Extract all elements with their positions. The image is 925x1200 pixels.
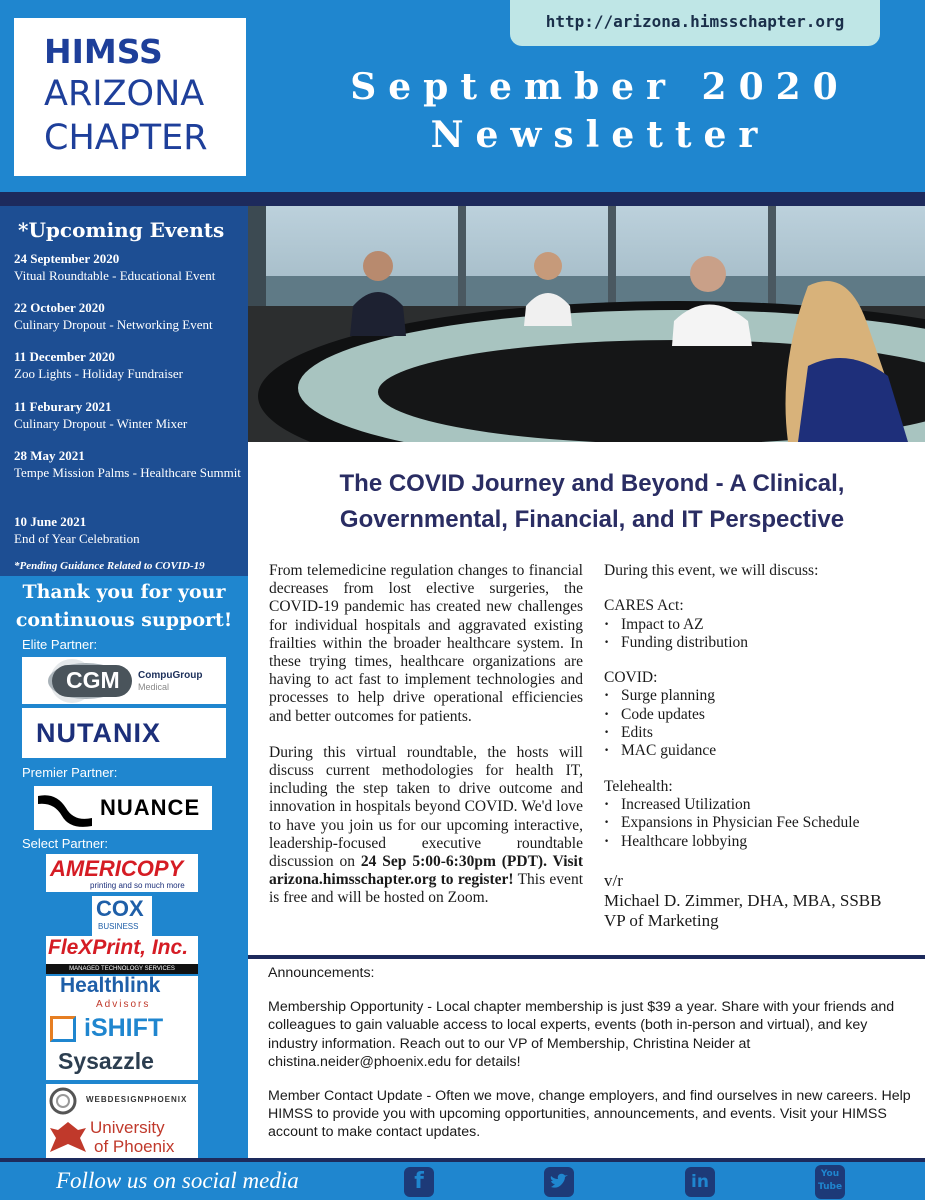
newsletter-title-month: September 2020 <box>350 66 850 108</box>
follow-us-text: Follow us on social media <box>56 1168 299 1193</box>
uop-phoenix-icon <box>48 1118 88 1158</box>
topic-heading: CARES Act: <box>604 597 684 615</box>
topic-item: · Impact to AZ <box>604 616 914 634</box>
sidebar <box>0 206 248 1158</box>
partner-uop-logo[interactable] <box>46 1118 198 1158</box>
topic-item: · Code updates <box>604 706 914 724</box>
event-date: 24 September 2020 <box>14 251 120 266</box>
americopy-text: AMERICOPY <box>50 856 184 881</box>
website-link[interactable]: http://arizona.himsschapter.org <box>510 0 880 46</box>
cox-sub: BUSINESS <box>98 922 139 931</box>
topic-item: · MAC guidance <box>604 742 914 760</box>
event-item <box>14 299 242 333</box>
ishift-text: iSHIFT <box>84 1014 164 1042</box>
sysazzle-text: Sysazzle <box>58 1048 154 1074</box>
event-name: End of Year Celebration <box>14 531 140 546</box>
cgm-sub2: Medical <box>138 682 170 692</box>
select-partner-label: Select Partner: <box>22 836 108 851</box>
event-date: 11 December 2020 <box>14 349 115 364</box>
topic-item: · Funding distribution <box>604 634 914 652</box>
announcements-heading: Announcements: <box>268 965 375 981</box>
topic-heading: Telehealth: <box>604 777 673 795</box>
topic-item: · Expansions in Physician Fee Schedule <box>604 814 914 832</box>
event-name: Tempe Mission Palms - Healthcare Summit <box>14 465 241 480</box>
americopy-sub: printing and so much more <box>90 881 185 890</box>
event-name: Zoo Lights - Holiday Fundraiser <box>14 366 183 381</box>
partner-cgm-logo[interactable] <box>22 657 226 704</box>
partner-nuance-logo[interactable] <box>34 786 212 830</box>
partner-healthlink-logo[interactable] <box>46 976 198 1012</box>
event-item <box>14 348 242 382</box>
event-date: 10 June 2021 <box>14 514 87 529</box>
article-left-column <box>269 562 583 926</box>
event-item <box>14 250 242 284</box>
partner-flexprint-logo[interactable] <box>46 936 198 974</box>
logo-line-1: HIMSS <box>44 32 163 71</box>
event-date: 22 October 2020 <box>14 300 105 315</box>
event-name: Culinary Dropout - Winter Mixer <box>14 416 188 431</box>
elite-partner-label: Elite Partner: <box>22 637 98 652</box>
topic-section-covid <box>604 669 914 760</box>
pending-note: *Pending Guidance Related to COVID-19 <box>14 560 205 572</box>
twitter-icon[interactable] <box>544 1167 574 1197</box>
event-name: Culinary Dropout - Networking Event <box>14 317 213 332</box>
topic-item: · Edits <box>604 724 914 742</box>
youtube-you: You <box>820 1169 840 1179</box>
webdesign-swirl-icon <box>48 1086 78 1116</box>
signoff: v/r <box>604 870 623 890</box>
partner-ishift-logo[interactable] <box>46 1012 198 1046</box>
roundtable-photo <box>248 206 925 442</box>
premier-partner-label: Premier Partner: <box>22 765 118 780</box>
article-paragraph-2 <box>269 744 583 908</box>
topic-item: · Increased Utilization <box>604 796 914 814</box>
topic-heading: COVID: <box>604 669 658 687</box>
nutanix-text: NUTANIX <box>36 718 161 748</box>
events-heading: *Upcoming Events <box>18 218 225 242</box>
healthlink-sub: Advisors <box>96 999 151 1010</box>
footer <box>0 1158 925 1200</box>
webdesign-text: WEBDESIGNPHOENIX <box>86 1095 188 1104</box>
flexprint-text: FleXPrint, Inc. <box>48 936 189 959</box>
himss-logo[interactable] <box>14 18 246 176</box>
uop-line2: of Phoenix <box>94 1137 175 1156</box>
header <box>0 0 925 192</box>
logo-line-3: CHAPTER <box>44 118 208 158</box>
uop-line1: University <box>90 1118 165 1137</box>
event-item <box>14 447 242 481</box>
topic-section-telehealth <box>604 778 914 851</box>
header-divider <box>0 192 925 206</box>
partner-webdesignphoenix-logo[interactable] <box>46 1084 198 1118</box>
thanks-message: Thank you for your continuous support! <box>15 581 233 631</box>
paragraph-2-end: This event is free and will be hosted on Zoom. <box>269 871 583 907</box>
partner-nutanix-logo[interactable] <box>22 708 226 758</box>
article-right-column <box>604 562 914 931</box>
cox-text: COX <box>96 896 144 921</box>
topic-item: · Surge planning <box>604 687 914 705</box>
event-item <box>14 398 242 432</box>
signer-title: VP of Marketing <box>604 910 719 930</box>
event-item <box>14 513 242 547</box>
signer-name: Michael D. Zimmer, DHA, MBA, SSBB <box>604 890 882 910</box>
cgm-sub1: CompuGroup <box>138 670 203 681</box>
healthlink-text: Healthlink <box>60 976 161 997</box>
event-date: 11 Feburary 2021 <box>14 399 112 414</box>
facebook-icon[interactable]: f <box>404 1167 434 1197</box>
topic-item: · Healthcare lobbying <box>604 833 914 851</box>
twitter-bird-icon <box>544 1167 574 1197</box>
youtube-tube: Tube <box>817 1182 843 1192</box>
announcements-section <box>268 964 916 1158</box>
event-name: Vitual Roundtable - Educational Event <box>14 268 216 283</box>
topic-section-cares <box>604 597 914 652</box>
nuance-text: NUANCE <box>100 795 201 820</box>
paragraph-2-text: During this virtual roundtable, the hosts will discuss current methodologies for health IT, including the step taken to drive outcome and innovation in hospitals beyond COVID. We'd love to have you join us for our upcoming interactive, leadership-focused executive roundtable discussion on <box>269 743 583 871</box>
partner-sysazzle-logo[interactable] <box>46 1046 198 1080</box>
linkedin-icon[interactable]: in <box>685 1167 715 1197</box>
youtube-icon[interactable] <box>815 1165 845 1199</box>
roundtable-photo-graphic <box>248 206 925 442</box>
section-divider <box>248 955 925 959</box>
partner-americopy-logo[interactable] <box>46 854 198 892</box>
upcoming-events-panel <box>0 206 248 576</box>
flexprint-sub: MANAGED TECHNOLOGY SERVICES <box>46 964 198 974</box>
ishift-mark-icon <box>50 1016 76 1042</box>
article-title: The COVID Journey and Beyond - A Clinical, Governmental, Financial, and IT Perspective <box>339 470 845 533</box>
signature-block <box>604 871 914 931</box>
article-paragraph-1: From telemedicine regulation changes to financial decreases from lost elective surgeries, the COVID-19 pandemic has created new challenges for individual hospitals and aggravated existing frailties within the broader healthcare system. In these trying times, healthcare organizations are having to act fast to implement technologies and processes to help drive operational efficiencies and better outcomes for patients. <box>269 562 583 725</box>
nuance-mark-icon <box>36 786 96 830</box>
membership-announcement: Membership Opportunity - Local chapter membership is just $39 a year. Share with your friends and colleagues to gain valuable access to local experts, events (both in-person and virtual), and key industry information. Reach out to our VP of Membership, Christina Neider at chistina.neider@phoenix.edu for details! <box>268 999 895 1070</box>
partner-cox-logo[interactable] <box>92 896 152 936</box>
contact-update-announcement: Member Contact Update - Often we move, change employers, and find ourselves in new careers. Help HIMSS to provide you with upcoming opportunities, announcements, and events. Visit your HIMSS account to make contact updates. <box>268 1088 911 1141</box>
cgm-text: CGM <box>66 667 120 693</box>
newsletter-title-word: Newsletter <box>430 114 770 156</box>
discuss-intro: During this event, we will discuss: <box>604 562 819 579</box>
logo-line-2: ARIZONA <box>44 74 205 114</box>
event-date: 28 May 2021 <box>14 448 85 463</box>
registration-callout[interactable]: 24 Sep 5:00-6:30pm (PDT). Visit arizona.himsschapter.org to register! <box>269 853 584 889</box>
